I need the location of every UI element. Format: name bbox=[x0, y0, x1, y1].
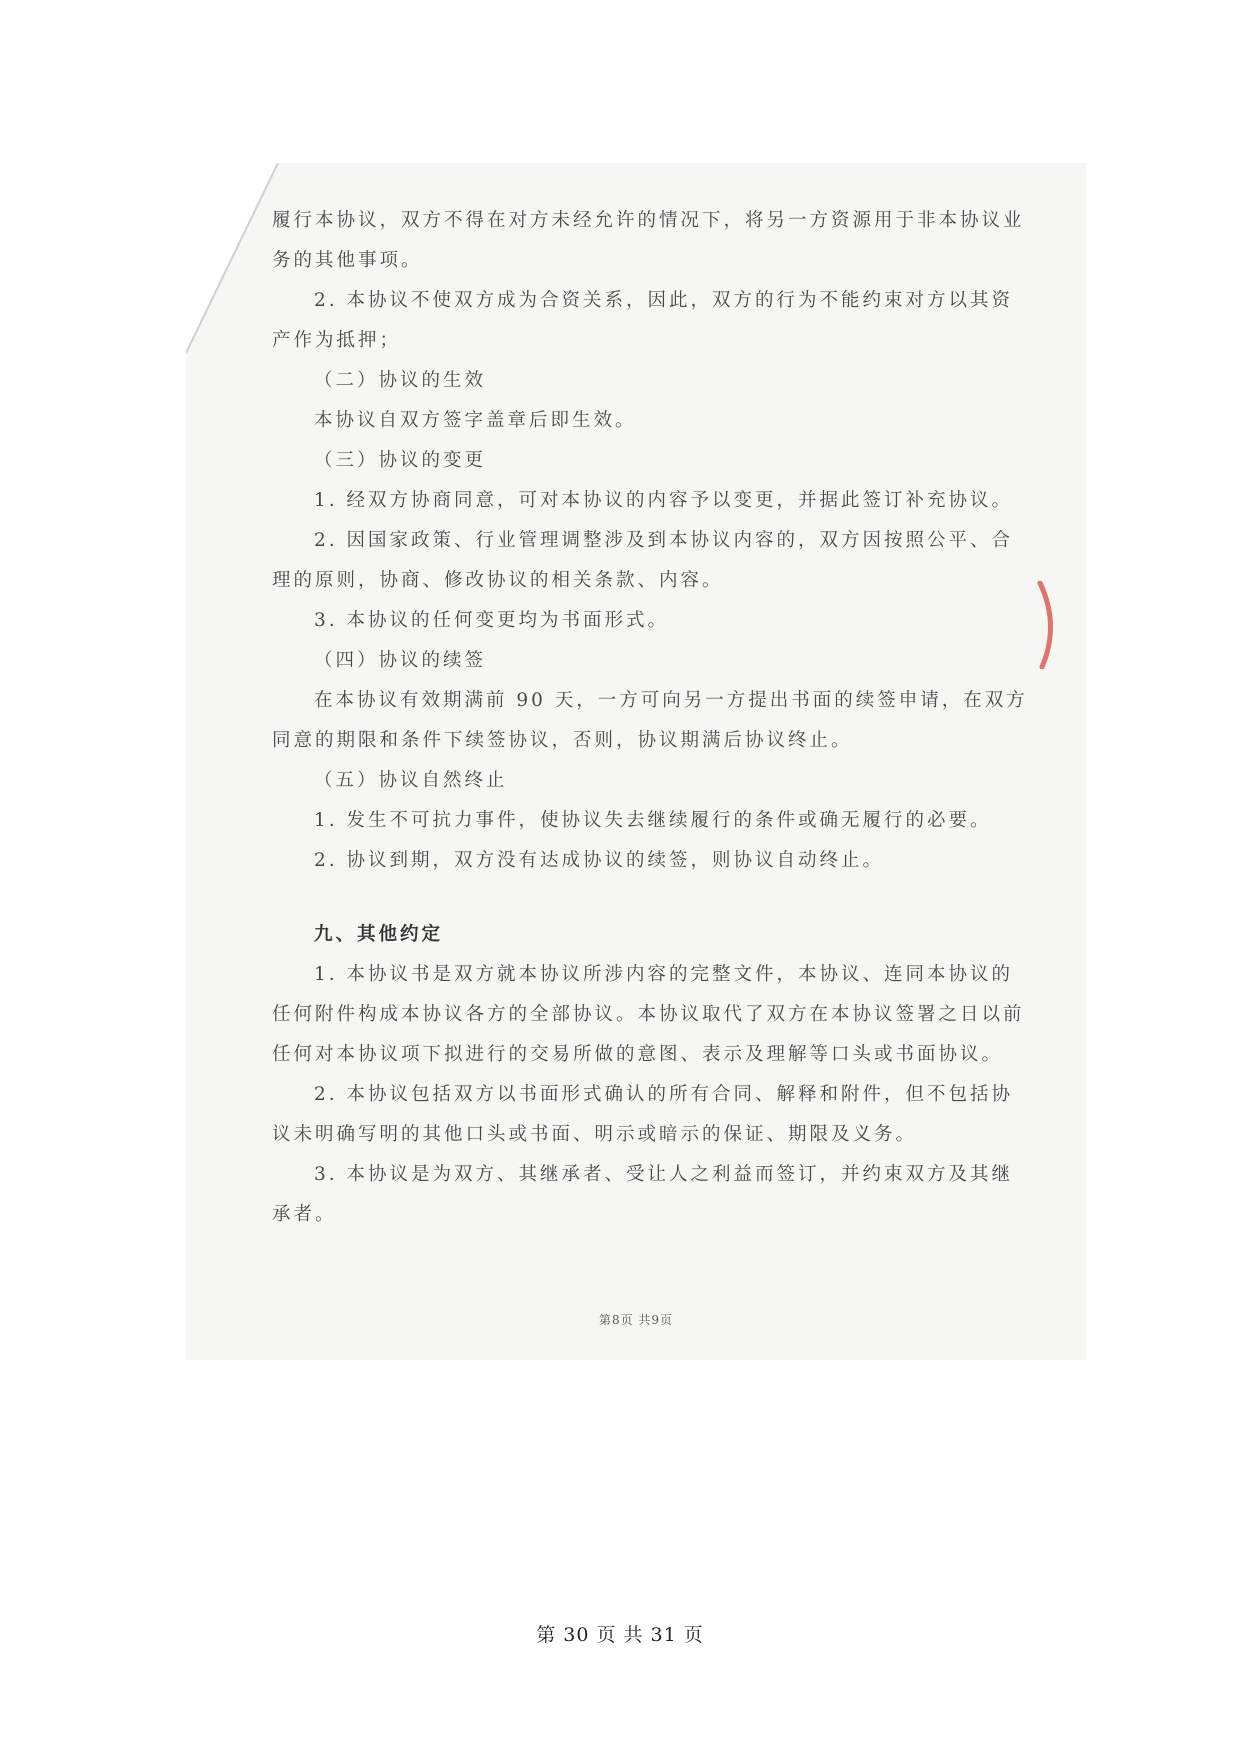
document-body bbox=[272, 201, 1032, 1235]
section-title-other-terms: 九、其他约定 bbox=[314, 924, 444, 945]
paragraph-item: 2. 本协议不使双方成为合资关系，因此，双方的行为不能约束对方以其资产作为抵押； bbox=[272, 290, 1014, 351]
paragraph-item: 3. 本协议的任何变更均为书面形式。 bbox=[314, 610, 670, 631]
subheading-effect: （二）协议的生效 bbox=[314, 370, 487, 391]
subheading-renewal: （四）协议的续签 bbox=[314, 650, 487, 671]
paragraph-item: 2. 协议到期，双方没有达成协议的续签，则协议自动终止。 bbox=[314, 850, 885, 871]
paragraph-item: 在本协议有效期满前 90 天，一方可向另一方提出书面的续签申请，在双方同意的期限和条件下续签协议，否则，协议期满后协议终止。 bbox=[272, 690, 1028, 751]
scanned-page bbox=[186, 163, 1086, 1360]
subheading-change: （三）协议的变更 bbox=[314, 450, 487, 471]
paragraph-item: 3. 本协议是为双方、其继承者、受让人之利益而签订，并约束双方及其继承者。 bbox=[272, 1164, 1014, 1225]
paragraph-item: 1. 经双方协商同意，可对本协议的内容予以变更，并据此签订补充协议。 bbox=[314, 490, 1014, 511]
paragraph-item: 本协议自双方签字盖章后即生效。 bbox=[314, 410, 637, 431]
paragraph-item: 1. 本协议书是双方就本协议所涉内容的完整文件，本协议、连同本协议的任何附件构成本协议各方的全部协议。本协议取代了双方在本协议签署之日以前任何对本协议项下拟进行的交易所做的意图、表示及理解等口头或书面协议。 bbox=[272, 964, 1025, 1065]
inner-page-number: 第8页 共9页 bbox=[598, 1313, 674, 1327]
paragraph-item: 2. 本协议包括双方以书面形式确认的所有合同、解释和附件，但不包括协议未明确写明的其他口头或书面、明示或暗示的保证、期限及义务。 bbox=[272, 1084, 1014, 1145]
subheading-termination: （五）协议自然终止 bbox=[314, 770, 508, 791]
paragraph-item: 2. 因国家政策、行业管理调整涉及到本协议内容的，双方因按照公平、合理的原则，协商、修改协议的相关条款、内容。 bbox=[272, 530, 1014, 591]
seal-stamp-edge bbox=[1036, 581, 1062, 669]
paragraph-item: 1. 发生不可抗力事件，使协议失去继续履行的条件或确无履行的必要。 bbox=[314, 810, 992, 831]
page-number: 第 30 页 共 31 页 bbox=[536, 1624, 704, 1646]
paragraph-continuation: 履行本协议，双方不得在对方未经允许的情况下，将另一方资源用于非本协议业务的其他事项。 bbox=[272, 210, 1025, 271]
